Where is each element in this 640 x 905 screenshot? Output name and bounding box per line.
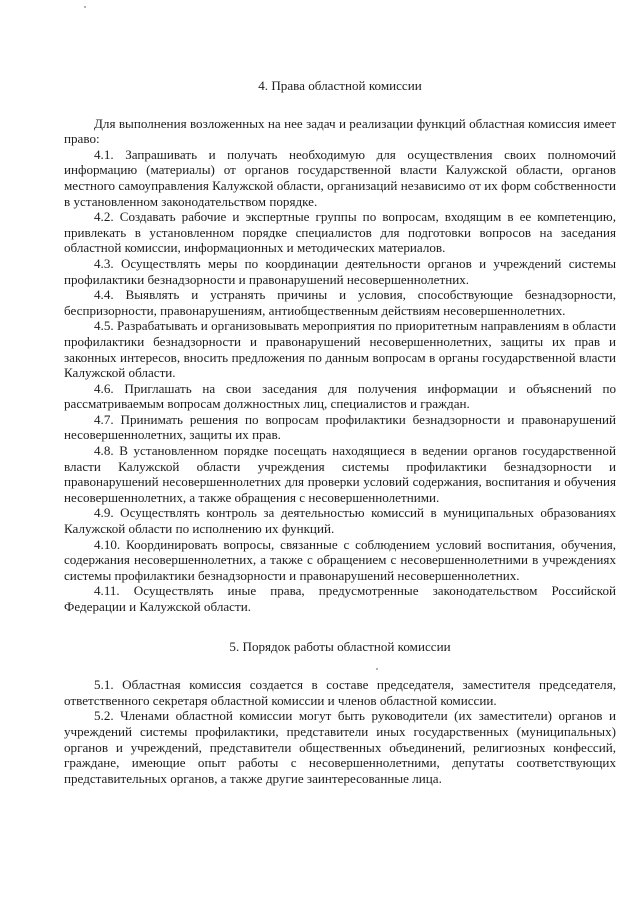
section-4-intro: Для выполнения возложенных на нее задач и реализации функций областная комиссия имеет право: — [64, 115, 616, 147]
clause-5-2: 5.2. Членами областной комиссии могут быть руководители (их заместители) органов и учреждений системы профилактики, представители иных государственных (муниципальных) органов и учреждений, представители общественных объединений, религиозных конфессий, граждане, имеющие опыт работы с несовершеннолетними, депутаты соответствующих представительных органов, а также другие заинтересованные лица. — [64, 708, 616, 786]
clause-4-9: 4.9. Осуществлять контроль за деятельностью комиссий в муниципальных образованиях Калужской области по исполнению их функций. — [64, 505, 616, 537]
section-4-heading: 4. Права областной комиссии — [258, 78, 422, 93]
section-5-heading: 5. Порядок работы областной комиссии — [229, 638, 451, 654]
clause-4-11: 4.11. Осуществлять иные права, предусмотренные законодательством Российской Федерации и Калужской области. — [64, 583, 616, 614]
scan-speck — [84, 6, 86, 8]
clause-4-3: 4.3. Осуществлять меры по координации деятельности органов и учреждений системы профилактики безнадзорности и правонарушений несовершеннолетних. — [64, 255, 616, 287]
clause-4-4: 4.4. Выявлять и устранять причины и условия, способствующие безнадзорности, беспризорности, правонарушениям, антиобщественным действиям несовершеннолетних. — [64, 287, 616, 318]
clause-4-1: 4.1. Запрашивать и получать необходимую для осуществления своих полномочий информацию (материалы) от органов государственной власти Калужской области, органов местного самоуправления Калужской области, организаций независимо от их форм собственности в установленном законодательством порядке. — [64, 146, 616, 209]
document-body — [64, 78, 616, 786]
clause-4-8: 4.8. В установленном порядке посещать находящиеся в ведении органов государственной власти Калужской области учреждения системы профилактики безнадзорности и правонарушений несовершеннолетних для проверки условий содержания, воспитания и обучения несовершеннолетних, а также обращения с несовершеннолетними. — [64, 443, 616, 505]
clause-4-5: 4.5. Разрабатывать и организовывать мероприятия по приоритетным направлениям в области профилактики безнадзорности и правонарушений несовершеннолетних, защиты их прав и законных интересов, вносить предложения по данным вопросам в органы государственной власти Калужской области. — [64, 318, 616, 381]
clause-4-2: 4.2. Создавать рабочие и экспертные группы по вопросам, входящим в ее компетенцию, привлекать в установленном порядке специалистов для подготовки вопросов на заседания областной комиссии, информационных и методических материалов. — [64, 209, 616, 256]
clause-4-10: 4.10. Координировать вопросы, связанные с соблюдением условий воспитания, обучения, содержания несовершеннолетних, а также с обращением с несовершеннолетними в учреждениях системы профилактики безнадзорности и правонарушений несовершеннолетних. — [64, 536, 616, 583]
clause-4-6: 4.6. Приглашать на свои заседания для получения информации и объяснений по рассматриваемым вопросам должностных лиц, специалистов и граждан. — [64, 380, 616, 412]
clause-4-7: 4.7. Принимать решения по вопросам профилактики безнадзорности и правонарушений несовершеннолетних, защиты их прав. — [64, 411, 616, 443]
clause-5-1: 5.1. Областная комиссия создается в составе председателя, заместителя председателя, ответственного секретаря областной комиссии и членов областной комиссии. — [64, 677, 616, 708]
